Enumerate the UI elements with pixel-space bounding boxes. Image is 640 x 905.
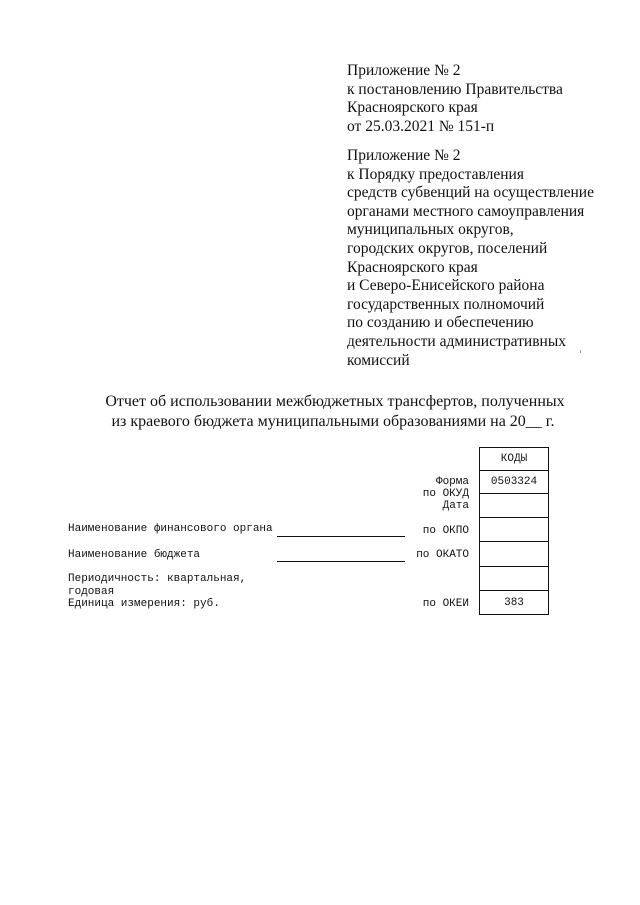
unit-label: Единица измерения: руб. (68, 598, 220, 610)
finance-body-input-line[interactable] (277, 536, 405, 537)
code-okud-cell[interactable]: 0503324 (480, 471, 549, 494)
code-okei-cell[interactable]: 383 (480, 591, 549, 615)
report-title-line-1: Отчет об использовании межбюджетных трансфертов, полученных (105, 393, 565, 410)
appendix-line: деятельности административных (347, 332, 566, 350)
appendix-line: к постановлению Правительства (347, 80, 563, 98)
appendix-line: государственных полномочий (347, 295, 545, 313)
appendix-line: Приложение № 2 (347, 62, 461, 79)
okei-label: по ОКЕИ (422, 598, 469, 610)
appendix-line: средств субвенций на осуществление (347, 184, 594, 202)
date-label: Дата (442, 500, 469, 512)
appendix-line: муниципальных округов, (347, 221, 514, 239)
appendix-header-resolution (347, 62, 563, 136)
report-title (0, 392, 640, 431)
code-periodicity-cell[interactable] (480, 567, 549, 591)
budget-name-input-line[interactable] (277, 561, 405, 562)
appendix-header-procedure (347, 147, 594, 370)
appendix-line: Приложение № 2 (347, 147, 461, 164)
okpo-label: по ОКПО (422, 525, 469, 537)
appendix-line: Красноярского края (347, 99, 478, 117)
appendix-line: Красноярского края (347, 258, 478, 276)
appendix-line: органами местного самоуправления (347, 202, 585, 220)
periodicity-label-line-1: Периодичность: квартальная, (68, 573, 247, 585)
margin-mark (580, 350, 581, 353)
appendix-line: и Северо-Енисейского района (347, 277, 545, 295)
okud-form-label-line-1: Форма (435, 476, 469, 488)
report-title-line-2: из краевого бюджета муниципальными образованиями на 20__ г. (111, 412, 555, 430)
periodicity-label-line-2: годовая (68, 586, 115, 598)
okato-label: по ОКАТО (416, 549, 469, 561)
okud-label: по ОКУД (422, 488, 469, 500)
codes-table (479, 447, 549, 615)
appendix-line: городских округов, поселений (347, 239, 548, 257)
budget-name-label: Наименование бюджета (68, 549, 201, 561)
appendix-line: по созданию и обеспечению (347, 314, 534, 332)
appendix-line: комиссий (347, 351, 410, 369)
code-okpo-cell[interactable] (480, 518, 549, 542)
appendix-line: к Порядку предоставления (347, 165, 524, 183)
finance-body-label: Наименование финансового органа (68, 523, 273, 535)
appendix-line: от 25.03.2021 № 151-п (347, 117, 495, 135)
codes-header: КОДЫ (480, 448, 549, 471)
code-okato-cell[interactable] (480, 542, 549, 567)
code-date-cell[interactable] (480, 494, 549, 518)
okud-form-label (436, 476, 469, 488)
